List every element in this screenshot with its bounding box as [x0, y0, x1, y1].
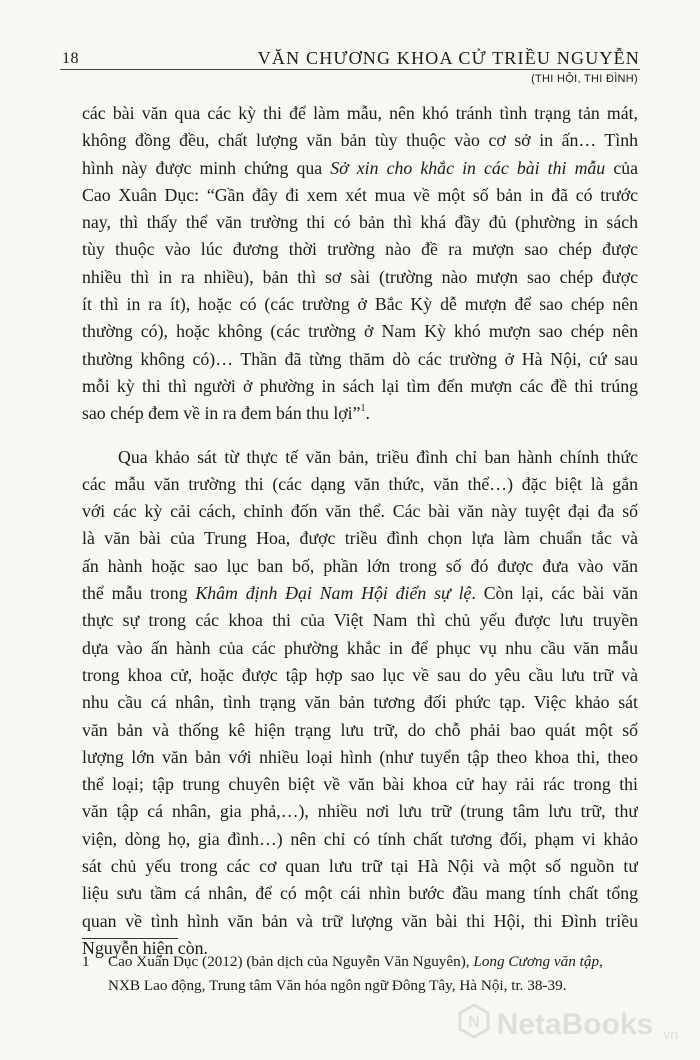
text-line	[82, 155, 638, 182]
text-line: ít thì in ra ít), hoặc có (các trường ở Bắc Kỳ dễ mượn để sao chép nên	[82, 294, 638, 315]
footnote-line: NXB Lao động, Trung tâm Văn hóa ngôn ngữ Đông Tây, Hà Nội, tr. 38-39.	[108, 976, 567, 994]
text-line: các bài văn qua các kỳ thi để làm mẫu, nên khó tránh tình trạng tản mát,	[82, 103, 638, 123]
text-line: Qua khảo sát từ thực tế văn bản, triều đình chỉ ban hành chính thức	[118, 446, 638, 467]
text-line: thể loại; tập trung chuyên biệt về văn bài khoa cử hay rải rác trong thi	[82, 774, 638, 795]
text-line: với các kỳ cải cách, chỉnh đốn văn thể. Các bài văn này tuyệt đại đa số	[82, 501, 638, 522]
text-line: Nguyễn hiện còn.	[82, 937, 208, 958]
footnote-reference[interactable]: 1	[360, 403, 366, 415]
text-line: ấn hành hoặc sao lục ban bố, phần lớn trong số đó được đưa vào văn	[82, 555, 638, 576]
text-line: tùy thuộc vào lúc đương thời trường nào đề ra mượn sao chép được	[82, 239, 638, 260]
text-line: dựa vào ấn hành của các phường khắc in để phục vụ nhu cầu văn mẫu	[82, 637, 638, 658]
text-line: văn tập cá nhân, gia phả,…), nhiều nơi lưu trữ (trung tâm lưu trữ, thư	[82, 801, 638, 822]
page-number: 18	[62, 50, 79, 67]
text-span: .	[365, 403, 370, 424]
svg-text:N: N	[467, 1014, 480, 1031]
text-line: sát chủ yếu trong các cơ quan lưu trữ tại Hà Nội và một số nguồn tư	[82, 856, 638, 877]
footnote-number: 1	[82, 953, 90, 970]
text-line: mỗi kỳ thi thì người ở phường in sách lại tìm đến mượn các đề thi trúng	[82, 375, 638, 396]
text-line: viện, dòng họ, gia đình…) nên chỉ có tính chất tương đối, phạm vi khảo	[82, 828, 638, 849]
text-line: Cao Xuân Dục: “Gần đây đi xem xét mua về một số bản in đã có trước	[82, 184, 638, 205]
text-line: văn bản và thống kê hiện trạng lưu trữ, do chỗ phải bao quát một số	[82, 719, 638, 740]
cited-title: Long Cương văn tập	[473, 953, 600, 970]
watermark-text: NetaBooks	[496, 1008, 654, 1041]
footnote	[82, 950, 642, 997]
running-title: VĂN CHƯƠNG KHOA CỬ TRIỀU NGUYỄN	[257, 48, 640, 68]
text-line: thực sự trong các khoa thi của Việt Nam thì chủ yếu được lưu truyền	[82, 610, 638, 631]
text-line: thường không có)… Thần đã từng thăm dò các trường ở Hà Nội, cứ sau	[82, 348, 638, 369]
text-line: là văn bài của Trung Hoa, được triều đình chọn lựa làm chuẩn tắc và	[82, 528, 638, 549]
running-subtitle: (THI HỘI, THI ĐÌNH)	[531, 73, 638, 85]
text-span: sao chép đem về in ra đem bán thu lợi”	[82, 403, 361, 424]
text-span: Cao Xuân Dục (2012) (bản dịch của Nguyễn Văn Nguyên),	[108, 953, 474, 970]
paragraph-1	[82, 100, 638, 428]
text-span: thể mẫu trong	[82, 583, 196, 604]
text-line: nay, thì thấy thể văn trường thi có bản thì khá đầy đủ (phường in sách	[82, 212, 638, 233]
text-line: thường có), hoặc không (các trường ở Nam Kỳ khó mượn sao chép nên	[82, 321, 638, 342]
footnote-rule	[82, 938, 178, 939]
text-line: nhiều thì in ra nhiều), bản thì sơ sài (trường nào mượn sao chép được	[82, 266, 638, 287]
text-line: lượng lớn văn bản với nhiều loại hình (như tuyển tập theo khoa thi, theo	[82, 746, 638, 767]
netabooks-n-logo-icon	[457, 1004, 491, 1046]
text-span: ,	[599, 953, 603, 970]
footnote-line	[82, 950, 642, 974]
text-line: các mẫu văn trường thi (các dạng văn thức, văn thể…) đặc biệt là gắn	[82, 473, 638, 494]
text-line	[82, 580, 638, 607]
text-span: của	[605, 157, 638, 178]
header-rule	[60, 69, 640, 70]
text-span: . Còn lại, các bài văn	[471, 583, 638, 604]
paragraph-2	[82, 444, 638, 963]
text-line: không đồng đều, chất lượng văn bản tùy thuộc vào cơ sở in ấn… Tình	[82, 130, 638, 151]
netabooks-watermark	[457, 1004, 678, 1046]
text-line: nhu cầu cá nhân, tình trạng văn bản tương đối phức tạp. Việc khảo sát	[82, 692, 638, 713]
text-line: liệu sưu tầm cá nhân, để có một cái nhìn bước đầu mang tính chất tổng	[82, 883, 638, 904]
text-line: quan về tình hình văn bản và trữ lượng văn bài thi Hội, thi Đình triều	[82, 910, 638, 931]
text-span: hình này được minh chứng qua	[82, 157, 331, 178]
cited-title: Khâm định Đại Nam Hội điển sự lệ	[195, 583, 472, 604]
text-line: trong khoa cử, hoặc được tập hợp sao lục về sau do yêu cầu lưu trữ và	[82, 664, 638, 685]
text-line	[82, 400, 638, 427]
watermark-suffix: .vn	[659, 1026, 678, 1042]
cited-title: Sở xin cho khắc in các bài thi mẫu	[330, 157, 606, 178]
body-text	[82, 100, 638, 962]
